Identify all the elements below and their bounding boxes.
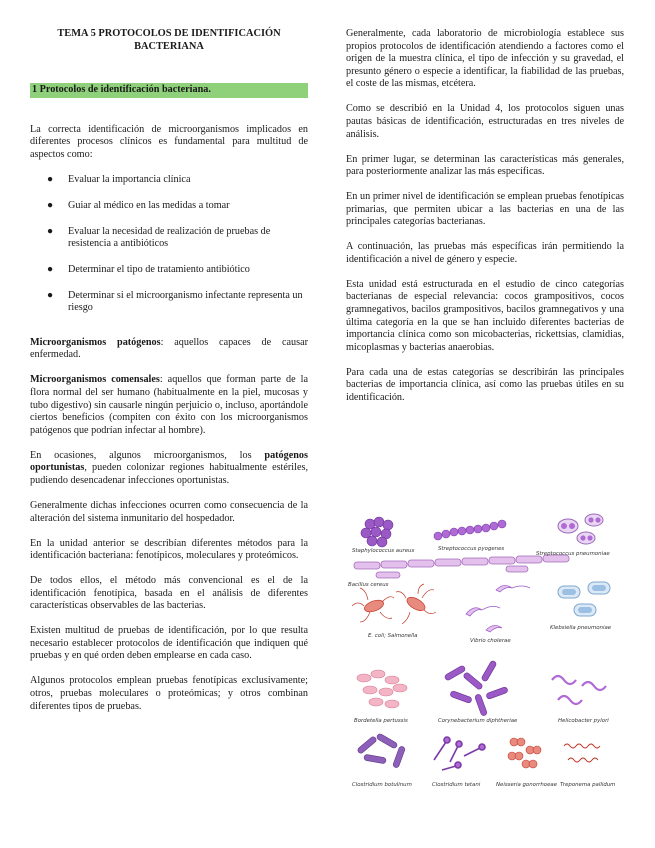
bullet-icon: ●: [47, 263, 54, 275]
caption: Neisseria gonorrhoeae: [496, 782, 558, 788]
caption: Treponema pallidum: [560, 782, 616, 788]
paragraph: Existen multitud de pruebas de identificación, por lo que resulta necesario establecer protocolos de identificación que indiquen qué pruebas y en qué orden deben emplearse en cada caso.: [30, 625, 308, 662]
list-item: ● Guiar al médico en las medidas a tomar: [47, 199, 230, 211]
page-title: TEMA 5 PROTOCOLOS DE IDENTIFICACIÓN BACTERIANA: [57, 28, 281, 52]
paragraph: En primer lugar, se determinan las características más generales, para posteriormente analizar las más específicas.: [346, 153, 624, 178]
opportunists-paragraph: En ocasiones, algunos microorganismos, los patógenos oportunistas, pueden colonizar regiones habitualmente estériles, pudiendo desencadenar infecciones oportunistas.: [30, 449, 308, 486]
corynebacterium-icon: [444, 660, 508, 716]
bordetella-icon: [357, 670, 407, 708]
pathogens-definition: Microorganismos patógenos: aquellos capaces de causar enfermedad.: [30, 336, 308, 361]
caption: Corynebacterium diphtheriae: [438, 718, 518, 724]
paragraph: Como se describió en la Unidad 4, los protocolos siguen unas pautas básicas de identificación, estructuradas en tres niveles de análisis.: [346, 103, 624, 140]
paragraph: Esta unidad está estructurada en el estudio de cinco categorías bacterianas de especial relevancia: cocos grampositivos, cocos gramnegativos, bacilos grampositivos, bacilos gramnegativos y una última categoría en la que se han incluido diferentes bacterias de importancia clínica como son micobacterias, rickettsias, clamidias, micoplasmas y bacterias anaerobias.: [346, 278, 624, 353]
treponema-icon: [564, 744, 600, 762]
bullet-icon: ●: [47, 289, 54, 301]
bullet-icon: ●: [47, 199, 54, 211]
caption: Helicobacter pylori: [558, 718, 609, 724]
paragraph: Para cada una de estas categorías se describirán las principales bacterias de importancia clínica, así como las pruebas útiles en su identificación.: [346, 366, 624, 403]
ecoli-icon: [352, 584, 436, 624]
list-item: ● Determinar si el microorganismo infectante representa un riesgo: [47, 289, 303, 314]
caption: Clostridium tetani: [432, 782, 481, 788]
paragraph: En un primer nivel de identificación se emplean pruebas fenotípicas primarias, que permiten ubicar a las bacterias en una de las principales categorías bacterianas.: [346, 191, 624, 228]
caption: Bordetella pertussis: [354, 718, 408, 724]
pneumococcus-icon: [558, 514, 603, 544]
streptococcus-chain-icon: [434, 520, 506, 540]
commensals-definition: Microorganismos comensales: aquellos que forman parte de la flora normal del ser humano (habitualmente en la piel, mucosas y tubo digestivo) sin causarle ningún perjuicio o, incluso, aportándole ciertos beneficios (compiten con éxito con los microorganismos patógenos que podrían infectar al hombre).: [30, 374, 308, 436]
paragraph: De todos ellos, el método más convencional es el de la identificación fenotípica, basada en el análisis de diferentes características observables de las bacterias.: [30, 575, 308, 612]
intro-paragraph: La correcta identificación de microorganismos implicados en diferentes procesos clínicos es fundamental para multitud de aspectos como:: [30, 123, 308, 160]
paragraph: Algunos protocolos emplean pruebas fenotípicas exclusivamente; otros, pruebas moleculares o proteómicas; y otros combinan diferentes tipos de pruebas.: [30, 675, 308, 712]
list-item: ● Evaluar la importancia clínica: [47, 173, 191, 185]
bacteria-illustration: [346, 510, 628, 795]
caption: Klebsiella pneumoniae: [550, 625, 612, 631]
neisseria-icon: [508, 738, 541, 768]
paragraph: Generalmente, cada laboratorio de microbiología establece sus propios protocolos de identificación atendiendo a factores como el origen de la muestra clínica, el tipo de infección y su gravedad, el presunto género o especie a identificar, la fiabilidad de las pruebas, el coste de las mismas, etcétera.: [346, 28, 624, 90]
klebsiella-icon: [558, 582, 610, 616]
caption: E. coli; Salmonella: [368, 633, 418, 639]
bacillus-chain-icon: [354, 555, 569, 578]
clostridium-botulinum-icon: [357, 733, 406, 768]
caption: Staphylococcus aureus: [352, 548, 415, 554]
staphylococcus-cluster-icon: [361, 517, 393, 547]
paragraph: En la unidad anterior se describían diferentes métodos para la identificación bacteriana: fenotípicos, moleculares y proteómicos.: [30, 537, 308, 562]
list-item: ● Evaluar la necesidad de realización de pruebas de resistencia a antibióticos: [47, 225, 271, 250]
paragraph: Generalmente dichas infecciones ocurren como consecuencia de la alteración del sistema inmunitario del hospedador.: [30, 499, 308, 524]
caption: Bacillus cereus: [348, 582, 389, 588]
caption: Streptococcus pneumoniae: [536, 551, 610, 557]
bullet-icon: ●: [47, 225, 54, 237]
left-column: [30, 28, 308, 726]
vibrio-icon: [466, 585, 530, 632]
section-heading: 1 Protocolos de identificación bacteriana.: [30, 83, 308, 98]
list-item: ● Determinar el tipo de tratamiento antibiótico: [47, 263, 250, 275]
clostridium-tetani-icon: [434, 737, 485, 770]
bullet-list: [30, 174, 308, 315]
helicobacter-icon: [552, 676, 606, 704]
caption: Clostridium botulinum: [352, 782, 412, 788]
caption: Streptococcus pyogenes: [438, 546, 505, 552]
bullet-icon: ●: [47, 173, 54, 185]
paragraph: A continuación, las pruebas más específicas irán permitiendo la identificación a nivel de género y especie.: [346, 241, 624, 265]
right-column: [346, 28, 624, 417]
caption: Vibrio cholerae: [470, 638, 511, 644]
